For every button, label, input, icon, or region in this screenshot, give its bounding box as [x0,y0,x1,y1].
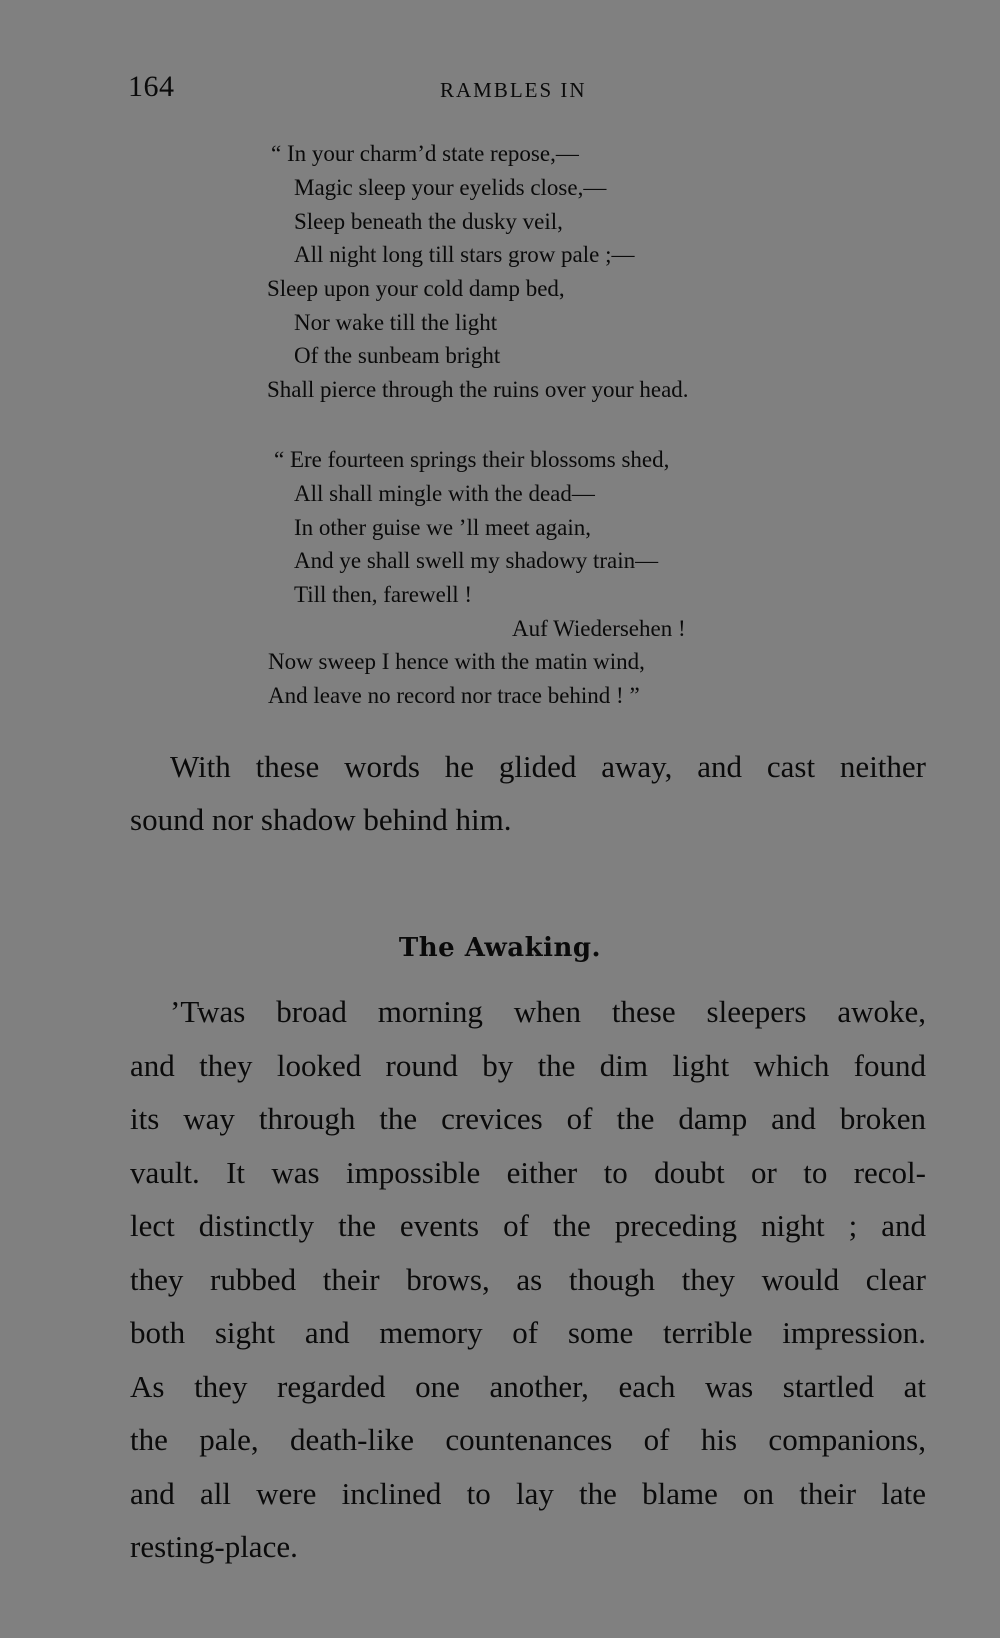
text-line: and all were inclined to lay the blame on their late [130,1475,926,1511]
poem-line: And ye shall swell my shadowy train— [294,548,659,573]
poem-line: All shall mingle with the dead— [294,481,595,506]
poem-line: Sleep upon your cold damp bed, [267,276,565,301]
running-head [128,70,928,110]
poem-line: Shall pierce through the ruins over your head. [267,377,689,402]
poem-line: Auf Wiedersehen ! [512,616,686,641]
text-line: the pale, death-like countenances of his companions, [130,1422,926,1457]
poem-line: In other guise we ’ll meet again, [294,515,591,540]
poem-line: And leave no record nor trace behind ! ” [268,683,640,708]
poem-line: Now sweep I hence with the matin wind, [268,649,645,674]
text-line: and they looked round by the dim light which found [130,1047,926,1083]
text-line: both sight and memory of some terrible impression. [130,1315,926,1350]
poem-line: Nor wake till the light [294,310,498,335]
section-heading: The Awaking. [398,933,602,963]
text-line: ’Twas broad morning when these sleepers awoke, [170,994,926,1029]
text-line: its way through the crevices of the damp and broken [130,1101,926,1136]
text-line: they rubbed their brows, as though they would clear [130,1261,926,1297]
text-line: With these words he glided away, and cast neither [170,749,926,784]
poem-line: Till then, farewell ! [294,582,473,607]
poem-line: Sleep beneath the dusky veil, [294,209,563,234]
poem-line: Magic sleep your eyelids close,— [294,175,607,200]
text-line: resting-place. [130,1529,298,1564]
poem-line: Of the sunbeam bright [294,343,501,368]
text-line: sound nor shadow behind him. [130,802,512,837]
text-line: As they regarded one another, each was startled at [130,1368,926,1404]
text-line: lect distinctly the events of the preceding night ; and [130,1208,926,1243]
page-number: 164 [128,70,175,103]
text-line: vault. It was impossible either to doubt or to recol- [130,1154,926,1190]
poem-line: All night long till stars grow pale ;— [294,242,635,267]
poem-line: “ In your charm’d state repose,— [271,141,579,166]
poem-line: “ Ere fourteen springs their blossoms shed, [274,447,670,472]
running-title: RAMBLES IN [440,78,587,102]
